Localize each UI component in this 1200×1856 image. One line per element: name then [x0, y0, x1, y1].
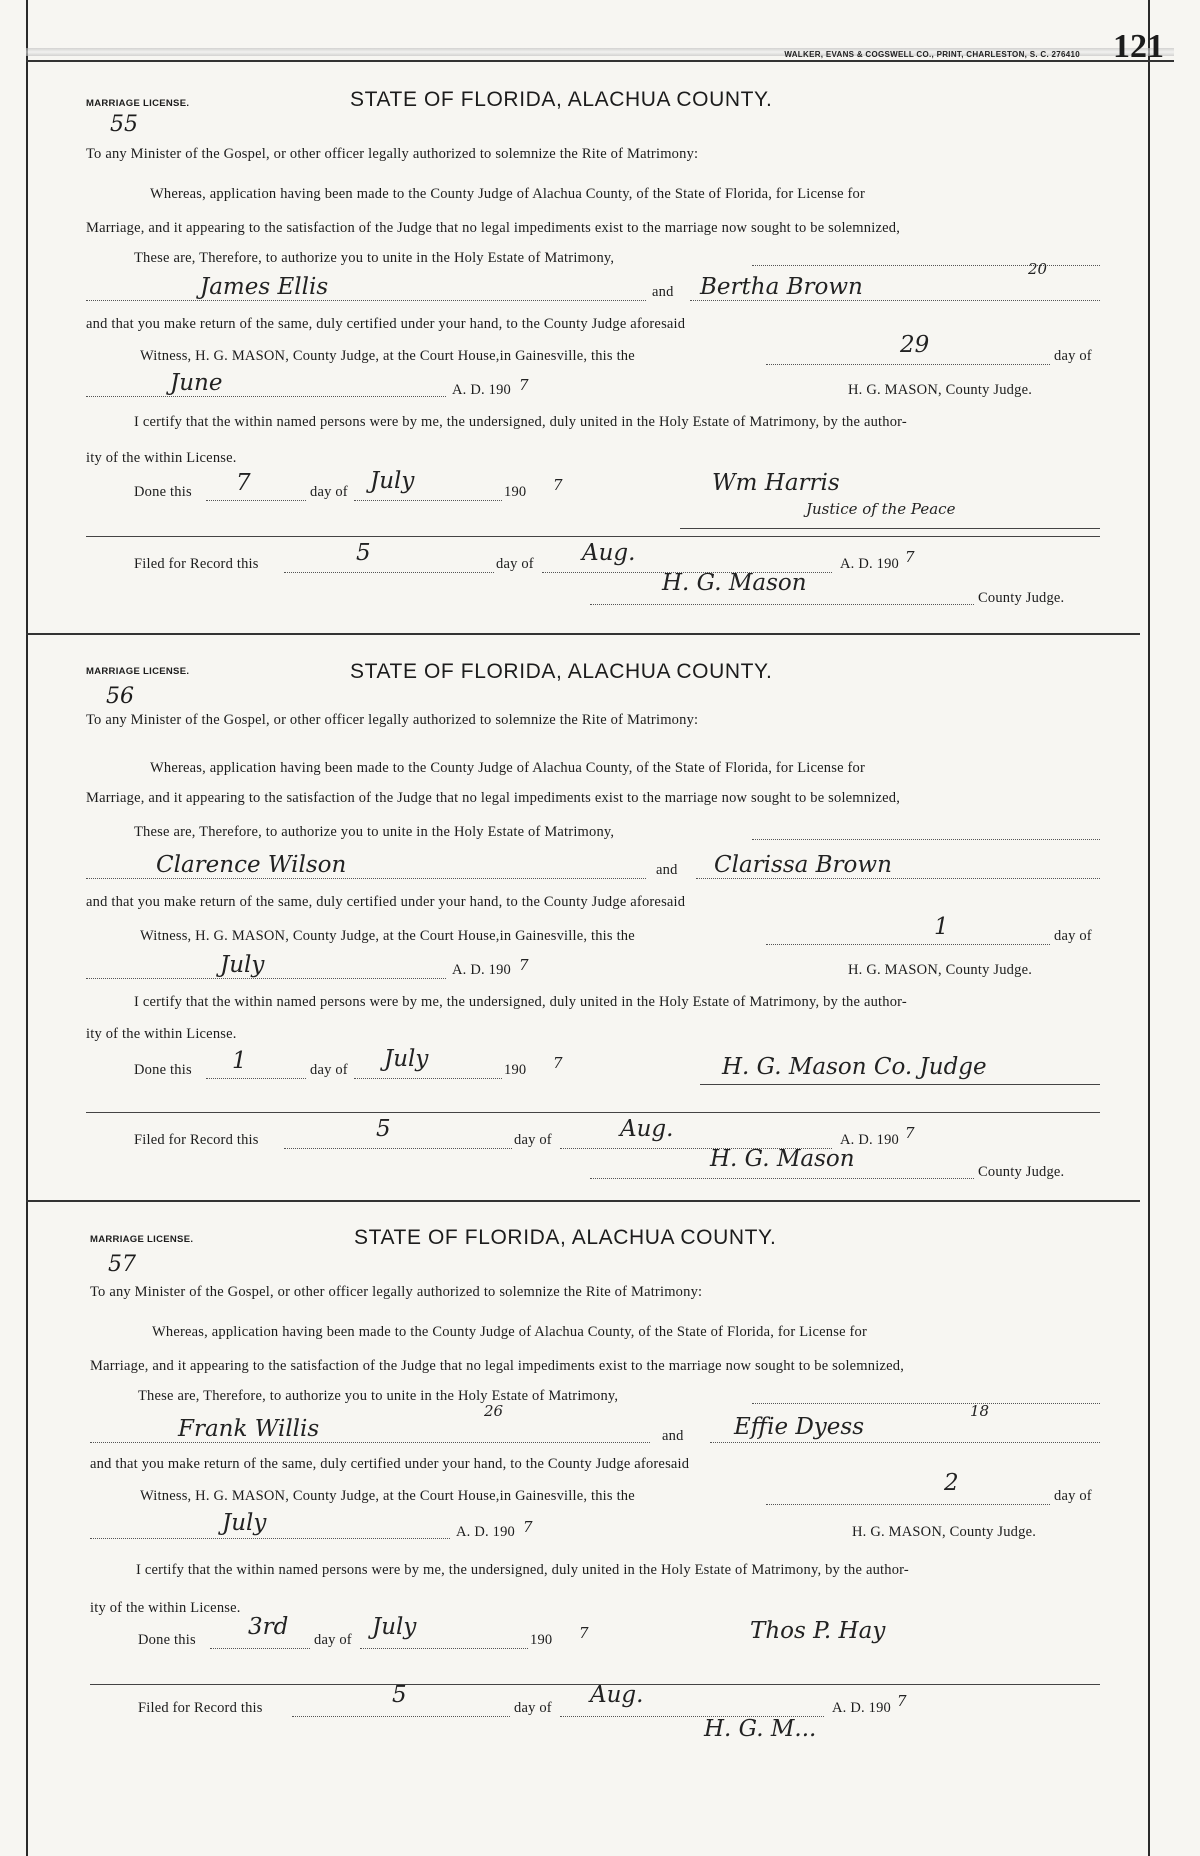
paragraph-line: These are, Therefore, to authorize you to unite in the Holy Estate of Matrimony, — [134, 250, 615, 266]
witness-line: Witness, H. G. MASON, County Judge, at the Court House,in Gainesville, this the — [140, 348, 635, 364]
certify-line: ity of the within License. — [90, 1600, 241, 1616]
fill-line — [710, 1442, 1100, 1443]
day-of-label: day of — [1054, 348, 1092, 364]
done-month: July — [370, 468, 415, 494]
fill-line — [752, 265, 1100, 266]
done-day: 7 — [236, 470, 251, 496]
bride-age: 18 — [970, 1402, 990, 1420]
license-number: 55 — [110, 112, 138, 137]
return-line: and that you make return of the same, duly certified under your hand, to the County Judge aforesaid — [86, 894, 686, 910]
ad-label: A. D. 190 — [452, 962, 511, 978]
done-year-digit: 7 — [579, 1624, 589, 1642]
witness-month: July — [222, 1510, 267, 1536]
fill-line — [284, 1148, 512, 1149]
county-judge-label: County Judge. — [978, 1164, 1065, 1180]
license-heading: STATE OF FLORIDA, ALACHUA COUNTY. — [354, 1226, 777, 1249]
filed-month: Aug. — [590, 1682, 644, 1708]
fill-line — [90, 1538, 450, 1539]
witness-day: 2 — [944, 1470, 959, 1496]
fill-line — [752, 1403, 1100, 1404]
day-of-label: day of — [314, 1632, 352, 1648]
certify-line: I certify that the within named persons were by me, the undersigned, duly united in the Holy Estate of Matrimony, by the author- — [136, 1562, 909, 1578]
fill-line — [696, 878, 1100, 879]
license-label: MARRIAGE LICENSE. — [90, 1234, 194, 1245]
section-rule — [86, 536, 1100, 537]
witness-year-digit: 7 — [523, 1518, 533, 1536]
license-number: 57 — [108, 1252, 136, 1277]
judge-signature: H. G. M... — [704, 1716, 817, 1742]
filed-day: 5 — [392, 1682, 407, 1708]
filed-year-digit: 7 — [905, 548, 915, 566]
filed-label: Filed for Record this — [134, 556, 259, 572]
fill-line — [354, 500, 502, 501]
section-rule — [86, 1112, 1100, 1113]
done-day: 3rd — [248, 1614, 289, 1640]
done-this-label: Done this — [134, 484, 192, 500]
officiant-signature: Wm Harris — [712, 470, 840, 496]
license-label: MARRIAGE LICENSE. — [86, 98, 190, 109]
fill-line — [284, 572, 494, 573]
filed-day: 5 — [376, 1116, 391, 1142]
day-of-label: day of — [1054, 928, 1092, 944]
certify-line: ity of the within License. — [86, 1026, 237, 1042]
fill-line — [90, 1442, 650, 1443]
section-separator — [26, 633, 1140, 635]
address-line: To any Minister of the Gospel, or other officer legally authorized to solemnize the Rite of Matrimony: — [90, 1284, 703, 1300]
fill-line — [590, 1178, 974, 1179]
filed-ad-label: A. D. 190 — [840, 1132, 899, 1148]
license-heading: STATE OF FLORIDA, ALACHUA COUNTY. — [350, 88, 773, 111]
groom-name: James Ellis — [200, 274, 329, 300]
day-of-label: day of — [310, 1062, 348, 1078]
done-year: 190 — [504, 484, 527, 500]
fill-line — [206, 1078, 306, 1079]
witness-year-digit: 7 — [519, 376, 529, 394]
filed-year-digit: 7 — [905, 1124, 915, 1142]
judge-title: H. G. MASON, County Judge. — [848, 962, 1033, 978]
filed-ad-label: A. D. 190 — [832, 1700, 891, 1716]
done-year: 190 — [504, 1062, 527, 1078]
witness-line: Witness, H. G. MASON, County Judge, at the Court House,in Gainesville, this the — [140, 1488, 635, 1504]
fill-line — [766, 944, 1050, 945]
filed-month: Aug. — [582, 540, 636, 566]
officiant-signature: H. G. Mason Co. Judge — [722, 1054, 987, 1080]
fill-line — [86, 878, 646, 879]
witness-day: 1 — [934, 914, 949, 940]
judge-signature: H. G. Mason — [710, 1146, 855, 1172]
done-year-digit: 7 — [553, 476, 563, 494]
day-of-label: day of — [310, 484, 348, 500]
fill-line — [292, 1716, 510, 1717]
fill-line — [206, 500, 306, 501]
day-of-label: day of — [514, 1132, 552, 1148]
officiant-title: Justice of the Peace — [806, 500, 956, 518]
paragraph-line: These are, Therefore, to authorize you to unite in the Holy Estate of Matrimony, — [138, 1388, 619, 1404]
top-rule — [26, 60, 1174, 62]
done-this-label: Done this — [138, 1632, 196, 1648]
paragraph-line: Marriage, and it appearing to the satisfaction of the Judge that no legal impediments exist to the marriage now sought to be solemnized, — [86, 790, 901, 806]
done-this-label: Done this — [134, 1062, 192, 1078]
address-line: To any Minister of the Gospel, or other officer legally authorized to solemnize the Rite of Matrimony: — [86, 712, 699, 728]
bride-name: Clarissa Brown — [714, 852, 892, 878]
certify-line: I certify that the within named persons were by me, the undersigned, duly united in the Holy Estate of Matrimony, by the author- — [134, 414, 907, 430]
paragraph-line: Marriage, and it appearing to the satisfaction of the Judge that no legal impediments exist to the marriage now sought to be solemnized, — [90, 1358, 905, 1374]
filed-label: Filed for Record this — [134, 1132, 259, 1148]
filed-day: 5 — [356, 540, 371, 566]
ad-label: A. D. 190 — [456, 1524, 515, 1540]
fill-line — [360, 1648, 528, 1649]
and-label: and — [656, 862, 678, 878]
license-label: MARRIAGE LICENSE. — [86, 666, 190, 677]
right-margin-rule — [1148, 0, 1150, 1856]
day-of-label: day of — [514, 1700, 552, 1716]
and-label: and — [652, 284, 674, 300]
license-heading: STATE OF FLORIDA, ALACHUA COUNTY. — [350, 660, 773, 683]
fill-line — [766, 1504, 1050, 1505]
license-number: 56 — [106, 684, 134, 709]
judge-signature: H. G. Mason — [662, 570, 807, 596]
fill-line — [690, 300, 1100, 301]
return-line: and that you make return of the same, duly certified under your hand, to the County Judge aforesaid — [90, 1456, 690, 1472]
address-line: To any Minister of the Gospel, or other officer legally authorized to solemnize the Rite of Matrimony: — [86, 146, 699, 162]
certify-line: ity of the within License. — [86, 450, 237, 466]
fill-line — [86, 300, 646, 301]
paragraph-line: Whereas, application having been made to the County Judge of Alachua County, of the State of Florida, for License for — [150, 760, 866, 776]
done-year: 190 — [530, 1632, 553, 1648]
bride-age: 20 — [1028, 260, 1048, 278]
done-day: 1 — [232, 1048, 247, 1074]
filed-label: Filed for Record this — [138, 1700, 263, 1716]
fill-line — [590, 604, 974, 605]
printer-imprint: WALKER, EVANS & COGSWELL CO., PRINT, CHARLESTON, S. C. 276410 — [784, 50, 1080, 59]
paragraph-line: Whereas, application having been made to the County Judge of Alachua County, of the State of Florida, for License for — [150, 186, 866, 202]
left-margin-rule — [26, 0, 28, 1856]
witness-day: 29 — [900, 332, 930, 358]
done-year-digit: 7 — [553, 1054, 563, 1072]
bride-name: Effie Dyess — [734, 1414, 865, 1440]
paragraph-line: Marriage, and it appearing to the satisfaction of the Judge that no legal impediments exist to the marriage now sought to be solemnized, — [86, 220, 901, 236]
fill-line — [766, 364, 1050, 365]
ad-label: A. D. 190 — [452, 382, 511, 398]
fill-line — [210, 1648, 310, 1649]
paragraph-line: Whereas, application having been made to the County Judge of Alachua County, of the State of Florida, for License for — [152, 1324, 868, 1340]
witness-month: June — [170, 370, 223, 396]
county-judge-label: County Judge. — [978, 590, 1065, 606]
groom-age: 26 — [484, 1402, 504, 1420]
witness-line: Witness, H. G. MASON, County Judge, at the Court House,in Gainesville, this the — [140, 928, 635, 944]
fill-line — [354, 1078, 502, 1079]
done-month: July — [372, 1614, 417, 1640]
section-separator — [26, 1200, 1140, 1202]
day-of-label: day of — [496, 556, 534, 572]
return-line: and that you make return of the same, duly certified under your hand, to the County Judge aforesaid — [86, 316, 686, 332]
fill-line — [86, 396, 446, 397]
witness-month: July — [220, 952, 265, 978]
signature-rule — [700, 1084, 1100, 1085]
witness-year-digit: 7 — [519, 956, 529, 974]
signature-rule — [680, 528, 1100, 529]
fill-line — [86, 978, 446, 979]
groom-name: Clarence Wilson — [156, 852, 347, 878]
filed-month: Aug. — [620, 1116, 674, 1142]
judge-title: H. G. MASON, County Judge. — [848, 382, 1033, 398]
day-of-label: day of — [1054, 1488, 1092, 1504]
done-month: July — [384, 1046, 429, 1072]
certify-line: I certify that the within named persons were by me, the undersigned, duly united in the Holy Estate of Matrimony, by the author- — [134, 994, 907, 1010]
filed-ad-label: A. D. 190 — [840, 556, 899, 572]
fill-line — [752, 839, 1100, 840]
and-label: and — [662, 1428, 684, 1444]
judge-title: H. G. MASON, County Judge. — [852, 1524, 1037, 1540]
filed-year-digit: 7 — [897, 1692, 907, 1710]
groom-name: Frank Willis — [178, 1416, 320, 1442]
bride-name: Bertha Brown — [700, 274, 863, 300]
paragraph-line: These are, Therefore, to authorize you to unite in the Holy Estate of Matrimony, — [134, 824, 615, 840]
officiant-signature: Thos P. Hay — [750, 1618, 886, 1644]
page-number: 121 — [1113, 28, 1164, 65]
